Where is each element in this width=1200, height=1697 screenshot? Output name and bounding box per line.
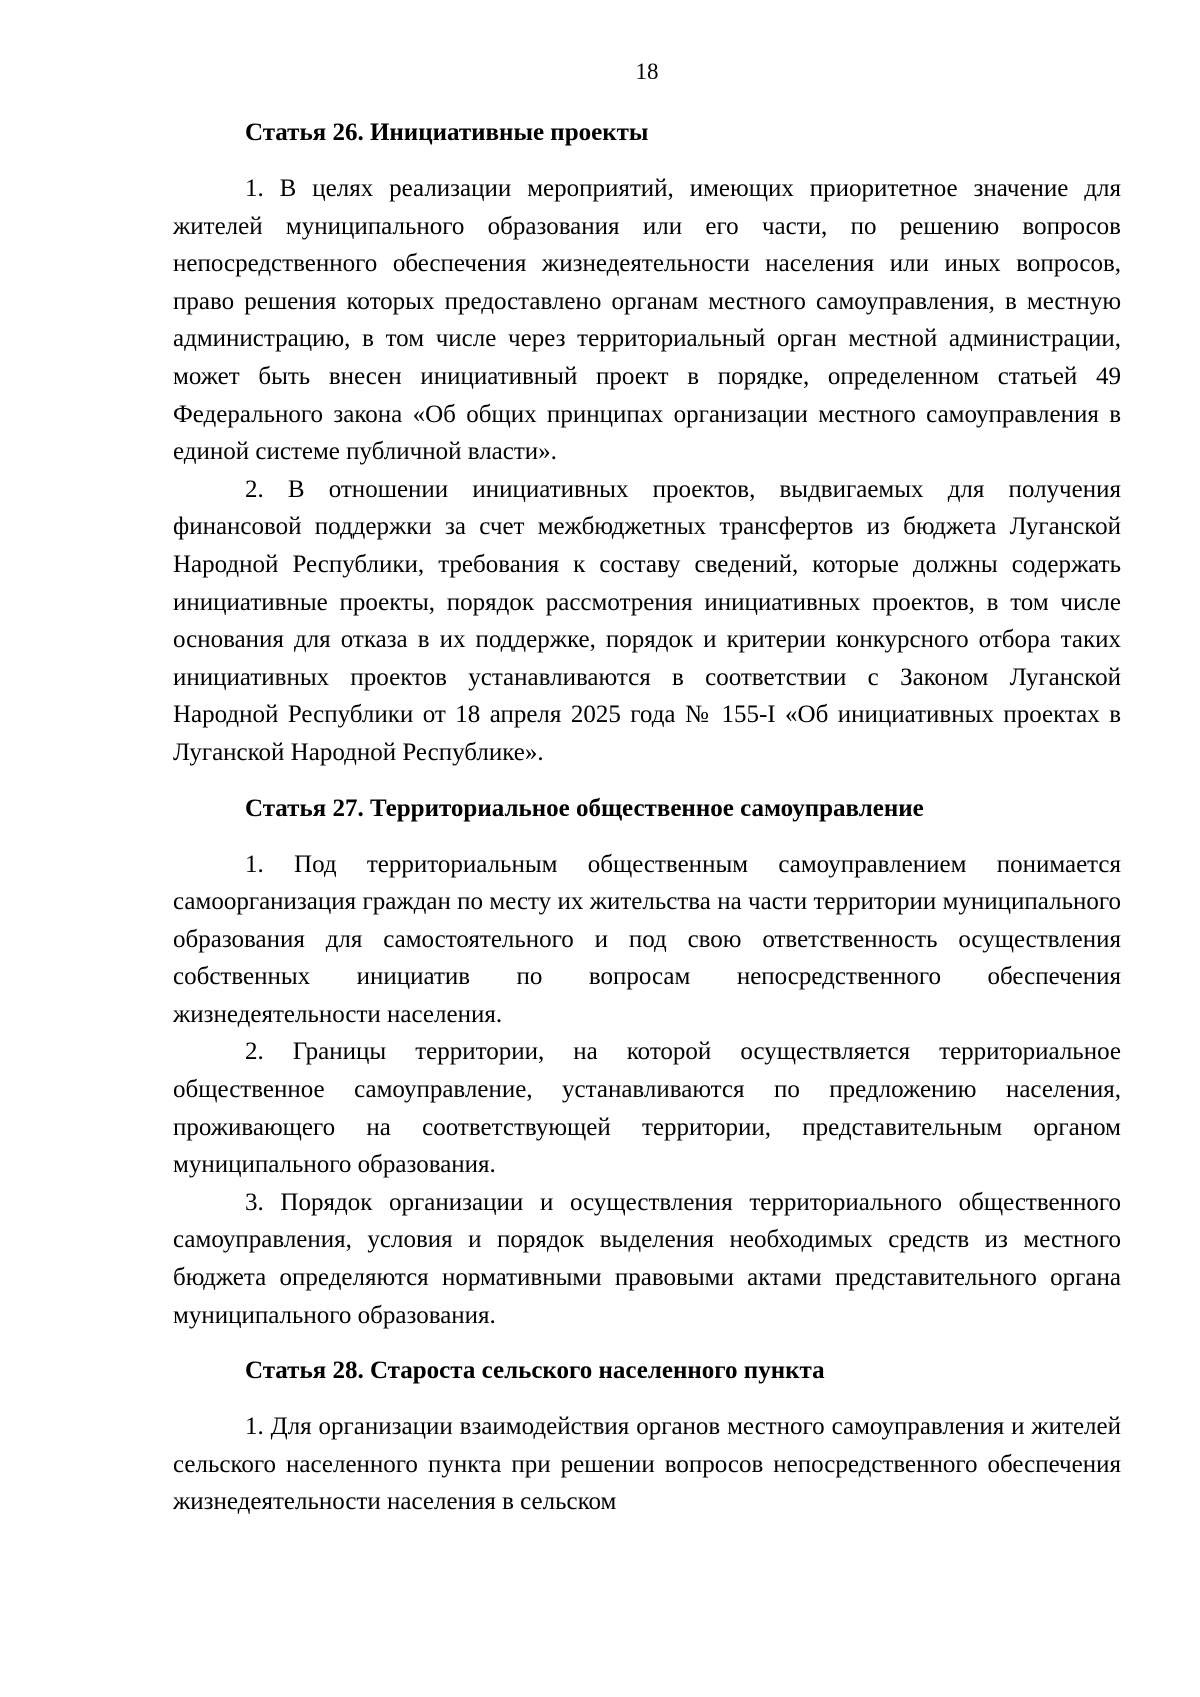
article-paragraph: 3. Порядок организации и осуществления территориального общественного самоуправления, условия и порядок выделения необходимых средств из местного бюджета определяются нормативными правовыми актами представительного органа муниципального образования. — [173, 1188, 1121, 1329]
article-28 — [173, 1356, 1121, 1521]
article-paragraph: 1. В целях реализации мероприятий, имеющих приоритетное значение для жителей муниципального образования или его части, по решению вопросов непосредственного обеспечения жизнедеятельности населения или иных вопросов, право решения которых предоставлено органам местного самоуправления, в местную администрацию, в том числе через территориальный орган местной администрации, может быть внесен инициативный проект в порядке, определенном статьей 49 Федерального закона «Об общих принципах организации местного самоуправления в единой системе публичной власти». — [173, 175, 1121, 466]
article-27 — [173, 794, 1121, 1335]
article-paragraph: 1. Для организации взаимодействия органов местного самоуправления и жителей сельского населенного пункта при решении вопросов непосредственного обеспечения жизнедеятельности населения в сельском — [173, 1413, 1121, 1516]
article-paragraph: 2. В отношении инициативных проектов, выдвигаемых для получения финансовой поддержки за счет межбюджетных трансфертов из бюджета Луганской Народной Республики, требования к составу сведений, которые должны содержать инициативные проекты, порядок рассмотрения инициативных проектов, в том числе основания для отказа в их поддержке, порядок и критерии конкурсного отбора таких инициативных проектов устанавливаются в соответствии с Законом Луганской Народной Республики от 18 апреля 2025 года № 155-I «Об инициативных проектах в Луганской Народной Республике». — [173, 475, 1121, 766]
article-title: Статья 28. Староста сельского населенного пункта — [245, 1357, 825, 1385]
page-number: 18 — [635, 59, 659, 84]
article-paragraph: 2. Границы территории, на которой осуществляется территориальное общественное самоуправление, устанавливаются по предложению населения, проживающего на соответствующей территории, представительным органом муниципального образования. — [173, 1038, 1121, 1179]
article-title: Статья 27. Территориальное общественное самоуправление — [245, 794, 924, 822]
article-title: Статья 26. Инициативные проекты — [245, 119, 649, 146]
article-paragraph: 1. Под территориальным общественным самоуправлением понимается самоорганизация граждан по месту их жительства на части территории муниципального образования для самостоятельного и под свою ответственность осуществления собственных инициатив по вопросам непосредственного обеспечения жизнедеятельности населения. — [173, 850, 1121, 1028]
article-26 — [173, 118, 1121, 772]
document-body — [173, 118, 1121, 1521]
